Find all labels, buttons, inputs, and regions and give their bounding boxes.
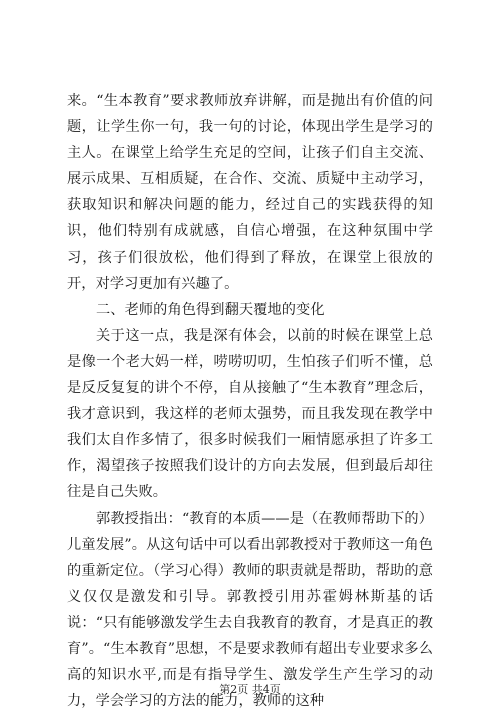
page-number-footer: 第2页 共4页: [0, 681, 500, 697]
paragraph: 郭教授指出：“教育的本质——是（在教师帮助下的）儿童发展”。从这句话中可以看出郭教授对于教师这一角色的重新定位。（学习心得）教师的职责就是帮助，帮助的意义仅仅是激发和引导。郭教授引用苏霍姆林斯基的话说：“只有能够激发学生去自我教育的教育，才是真正的教育”。“生本教育”思想，不是要求教师有超出专业要求多么高的知识水平,而是有指导学生、激发学生产生学习的动力，学会学习的方法的能力，教师的这种: [67, 506, 433, 714]
section-heading: 二、老师的角色得到翻天覆地的变化: [67, 297, 433, 323]
paragraph: 关于这一点，我是深有体会，以前的时候在课堂上总是像一个老大妈一样，唠唠叨叨，生怕孩子们听不懂，总是反反复复的讲个不停，自从接触了“生本教育”理念后，我才意识到，我这样的老师太强势，而且我发现在教学中我们太自作多情了，很多时候我们一厢情愿承担了许多工作，渴望孩子按照我们设计的方向去发展，但到最后却往往是自己失败。: [67, 323, 433, 506]
document-body: [67, 88, 433, 714]
paragraph-continuation: 来。“生本教育”要求教师放弃讲解，而是抛出有价值的问题，让学生你一句，我一句的讨论，体现出学生是学习的主人。在课堂上给学生充足的空间，让孩子们自主交流、展示成果、互相质疑，在合作、交流、质疑中主动学习，获取知识和解决问题的能力，经过自己的实践获得的知识，他们特别有成就感，自信心增强，在这种氛围中学习，孩子们很放松，他们得到了释放，在课堂上很放的开，对学习更加有兴趣了。: [67, 88, 433, 297]
